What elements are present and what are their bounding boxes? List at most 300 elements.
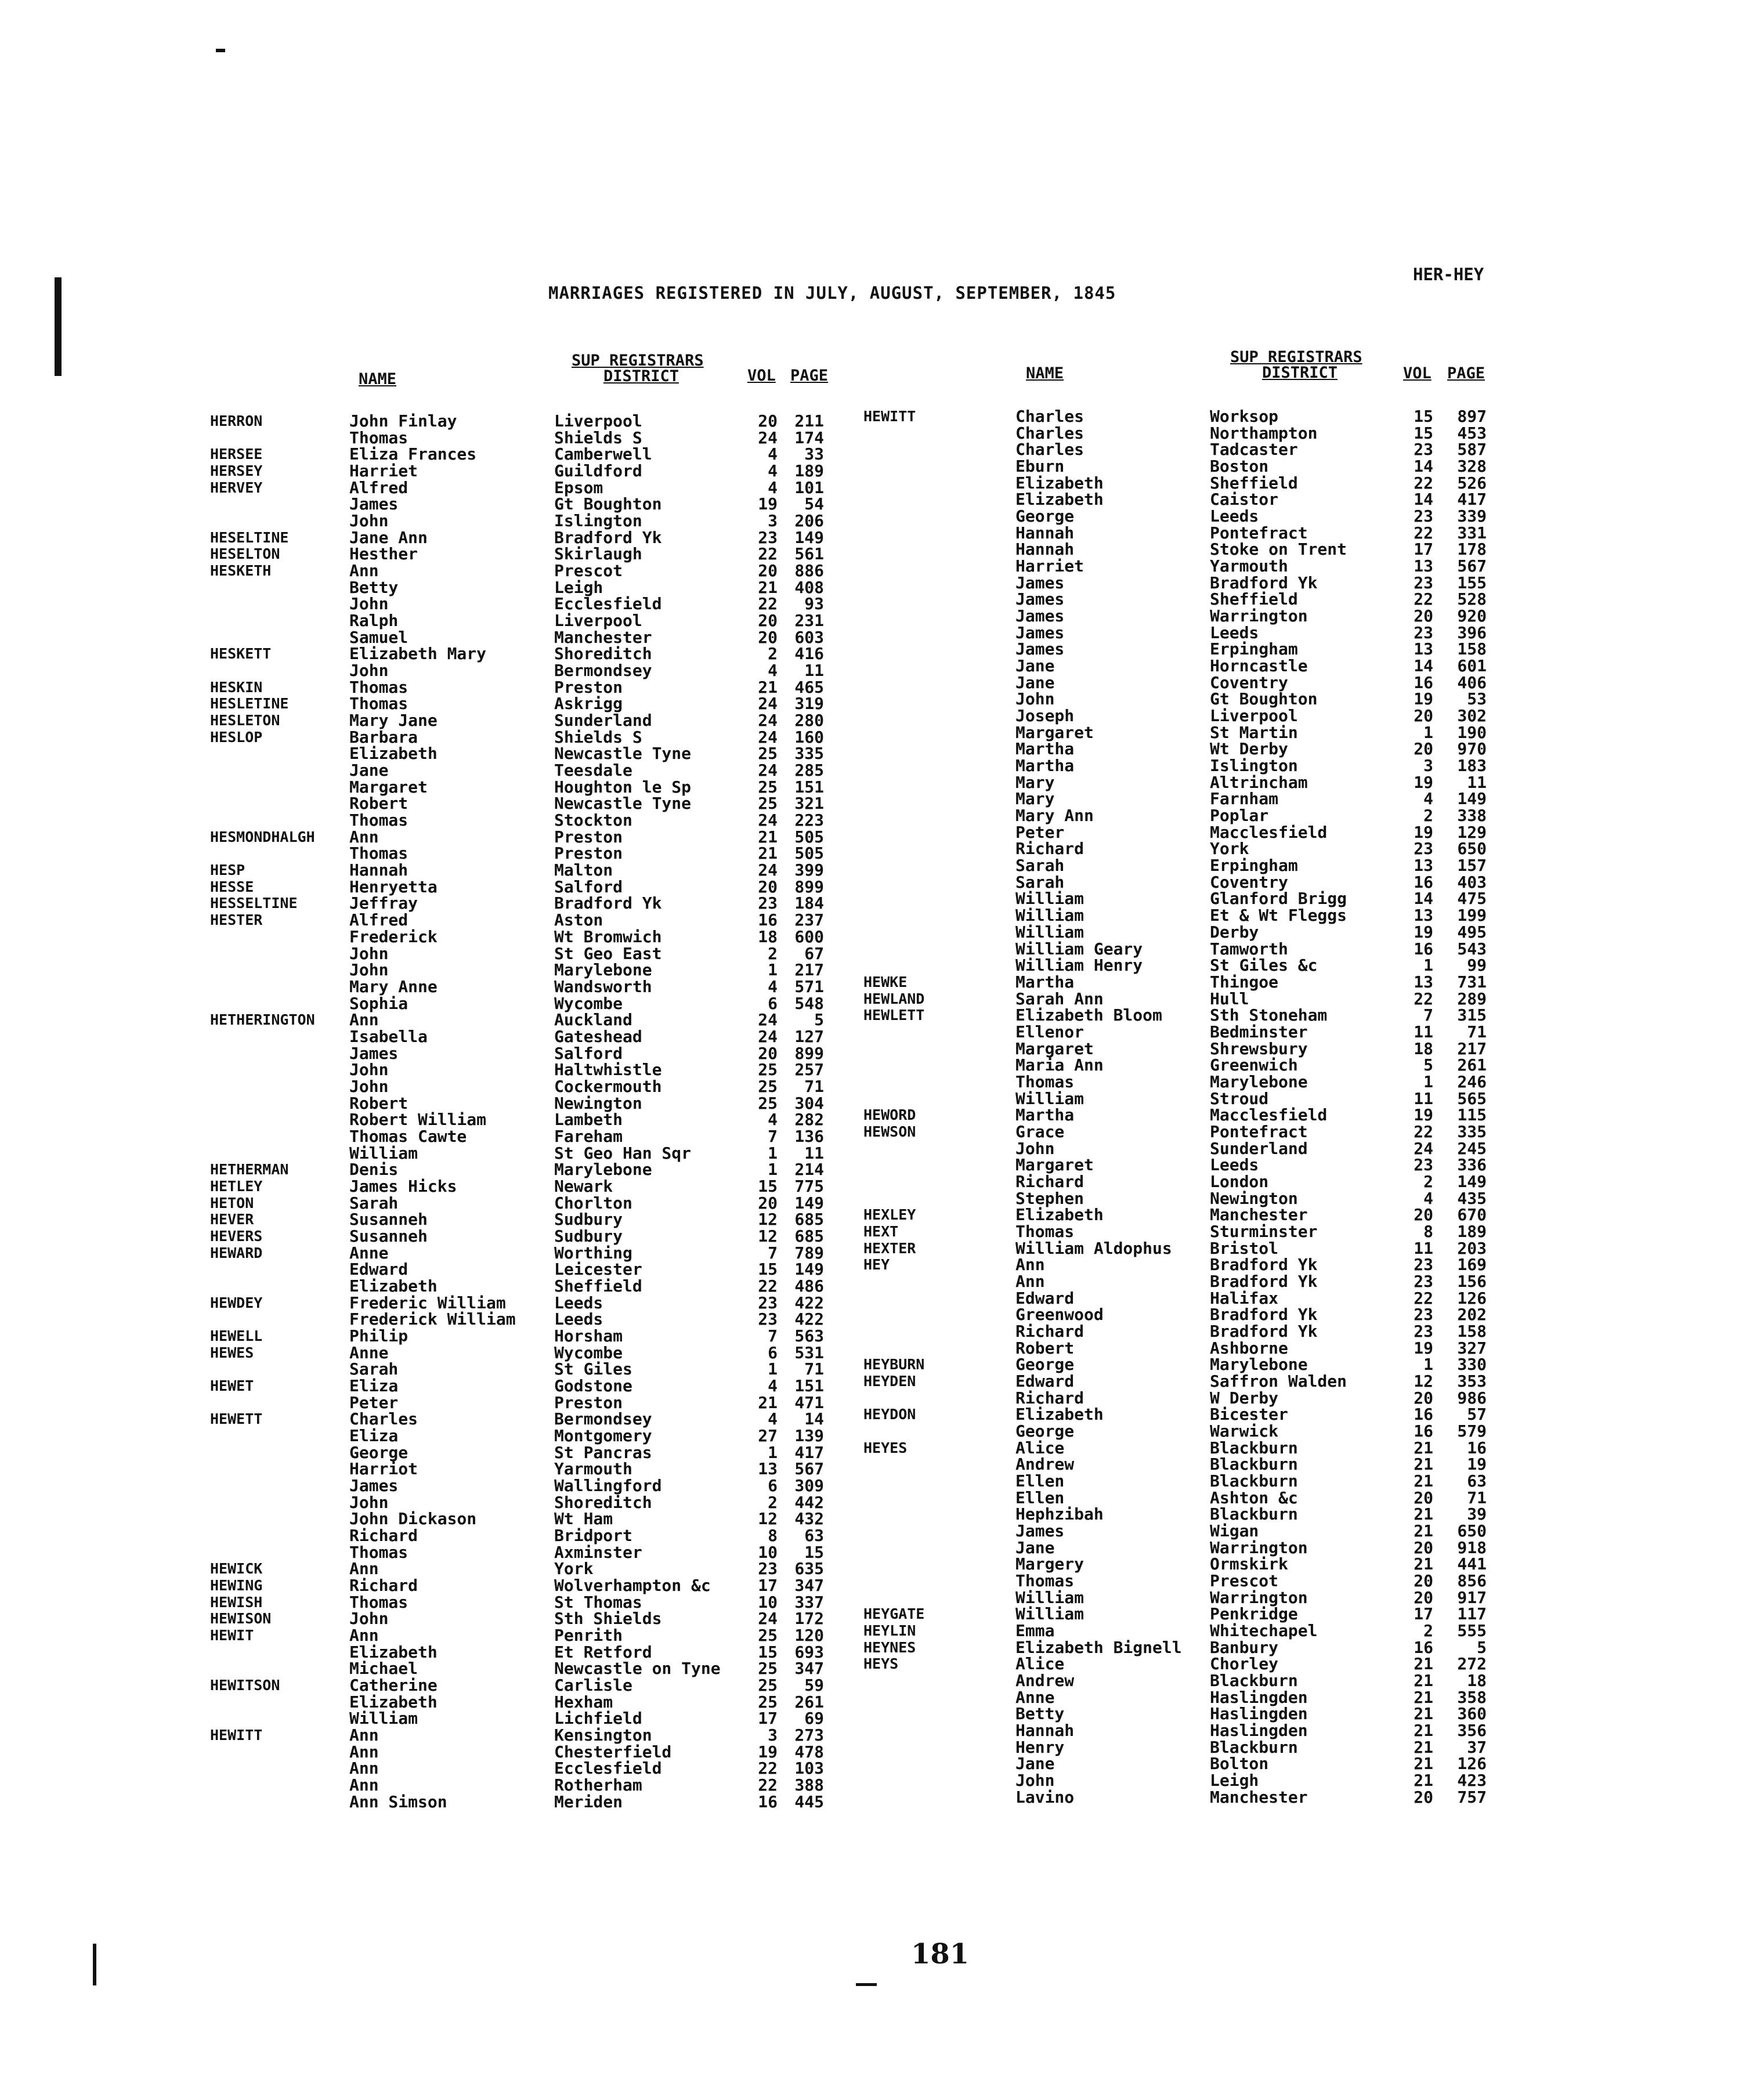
district-cell: Greenwich bbox=[1210, 1055, 1298, 1075]
vol-cell: 23 bbox=[758, 1293, 778, 1312]
page-cell: 561 bbox=[794, 544, 824, 564]
page-cell: 417 bbox=[794, 1442, 824, 1462]
district-cell: Lichfield bbox=[554, 1709, 642, 1728]
page-cell: 416 bbox=[794, 644, 824, 664]
vol-cell: 21 bbox=[1414, 1671, 1433, 1691]
district-cell: Blackburn bbox=[1210, 1671, 1298, 1691]
page-cell: 189 bbox=[1457, 1221, 1487, 1241]
page-cell: 53 bbox=[1467, 689, 1487, 709]
forename-cell: William Aldophus bbox=[1015, 1238, 1172, 1258]
surname-cell: HERSEY bbox=[210, 462, 263, 480]
district-cell: Teesdale bbox=[554, 761, 632, 780]
district-cell: Chorlton bbox=[554, 1193, 632, 1213]
page-cell: 353 bbox=[1457, 1371, 1487, 1391]
vol-cell: 4 bbox=[768, 661, 778, 681]
district-cell: Shrewsbury bbox=[1210, 1039, 1308, 1058]
page-cell: 115 bbox=[1457, 1105, 1487, 1125]
left-header-vol: VOL bbox=[747, 367, 776, 385]
forename-cell: Hannah bbox=[1015, 540, 1075, 559]
district-cell: Houghton le Sp bbox=[554, 777, 692, 797]
forename-cell: Alfred bbox=[349, 478, 409, 497]
page-cell: 126 bbox=[1457, 1288, 1487, 1308]
page-cell: 126 bbox=[1457, 1754, 1487, 1774]
page-cell: 335 bbox=[1457, 1122, 1487, 1141]
vol-cell: 14 bbox=[1414, 656, 1433, 676]
district-cell: Leeds bbox=[554, 1293, 603, 1312]
right-header-district-2: DISTRICT bbox=[1262, 364, 1338, 382]
surname-cell: HESSELTINE bbox=[210, 895, 298, 912]
page-cell: 336 bbox=[1457, 1155, 1487, 1175]
forename-cell: John bbox=[349, 661, 389, 681]
district-cell: London bbox=[1210, 1171, 1269, 1191]
vol-cell: 23 bbox=[1414, 1321, 1433, 1341]
page-cell: 338 bbox=[1457, 806, 1487, 826]
page-cell: 223 bbox=[794, 811, 824, 830]
forename-cell: Catherine bbox=[349, 1676, 438, 1695]
vol-cell: 19 bbox=[1414, 772, 1433, 792]
vol-cell: 15 bbox=[1414, 407, 1433, 426]
district-cell: Haltwhistle bbox=[554, 1060, 662, 1080]
forename-cell: Joseph bbox=[1015, 706, 1075, 726]
forename-cell: Harriet bbox=[1015, 556, 1085, 576]
page-cell: 101 bbox=[794, 478, 824, 497]
vol-cell: 24 bbox=[758, 428, 778, 447]
page-cell: 184 bbox=[794, 894, 824, 913]
forename-cell: Elizabeth bbox=[349, 1692, 438, 1712]
district-cell: Carlisle bbox=[554, 1676, 632, 1695]
district-cell: Liverpool bbox=[554, 411, 642, 431]
scan-mark-dash bbox=[216, 49, 225, 52]
vol-cell: 21 bbox=[1414, 1455, 1433, 1474]
district-cell: Altrincham bbox=[1210, 772, 1308, 792]
vol-cell: 22 bbox=[1414, 473, 1433, 493]
district-cell: Meriden bbox=[554, 1792, 623, 1811]
vol-cell: 20 bbox=[1414, 1571, 1433, 1591]
surname-cell: HEYLIN bbox=[863, 1622, 916, 1640]
forename-cell: John Dickason bbox=[349, 1509, 477, 1529]
district-cell: Sunderland bbox=[1210, 1138, 1308, 1158]
forename-cell: Stephen bbox=[1015, 1188, 1085, 1208]
district-cell: Marylebone bbox=[1210, 1072, 1308, 1091]
forename-cell: Henryetta bbox=[349, 877, 438, 896]
district-cell: Liverpool bbox=[554, 611, 642, 631]
surname-cell: HEWET bbox=[210, 1377, 254, 1394]
page-cell: 471 bbox=[794, 1392, 824, 1412]
district-cell: Bradford Yk bbox=[1210, 1321, 1318, 1341]
forename-cell: Richard bbox=[1015, 839, 1085, 859]
forename-cell: Jeffray bbox=[349, 894, 418, 913]
page-cell: 465 bbox=[794, 677, 824, 697]
page-cell: 285 bbox=[794, 761, 824, 780]
vol-cell: 20 bbox=[1414, 1388, 1433, 1408]
district-cell: Marylebone bbox=[1210, 1355, 1308, 1374]
surname-cell: HERVEY bbox=[210, 479, 263, 496]
forename-cell: Thomas bbox=[349, 428, 409, 447]
vol-cell: 24 bbox=[758, 860, 778, 880]
forename-cell: James bbox=[1015, 1521, 1065, 1541]
district-cell: Stoke on Trent bbox=[1210, 540, 1347, 559]
vol-cell: 19 bbox=[758, 494, 778, 514]
forename-cell: Margery bbox=[1015, 1554, 1085, 1574]
surname-cell: HESLETINE bbox=[210, 695, 289, 712]
district-cell: Wt Bromwich bbox=[554, 927, 662, 946]
page-cell: 335 bbox=[794, 744, 824, 764]
forename-cell: Samuel bbox=[349, 627, 409, 647]
page-cell: 406 bbox=[1457, 672, 1487, 692]
vol-cell: 15 bbox=[758, 1176, 778, 1196]
forename-cell: Ann bbox=[349, 1559, 379, 1579]
vol-cell: 21 bbox=[1414, 1721, 1433, 1741]
surname-cell: HEYBURN bbox=[863, 1356, 925, 1373]
vol-cell: 23 bbox=[758, 1310, 778, 1329]
district-cell: Et Retford bbox=[554, 1642, 652, 1662]
page-cell: 422 bbox=[794, 1293, 824, 1312]
page-cell: 39 bbox=[1467, 1504, 1487, 1524]
page-cell: 246 bbox=[1457, 1072, 1487, 1091]
vol-cell: 20 bbox=[758, 561, 778, 581]
forename-cell: Hannah bbox=[1015, 1721, 1075, 1741]
surname-cell: HEWLAND bbox=[863, 990, 925, 1007]
page-cell: 897 bbox=[1457, 407, 1487, 426]
forename-cell: Martha bbox=[1015, 972, 1075, 992]
page-cell: 693 bbox=[794, 1642, 824, 1662]
district-cell: Shields S bbox=[554, 727, 642, 747]
page-cell: 71 bbox=[1467, 1488, 1487, 1507]
surname-cell: HEWETT bbox=[210, 1410, 263, 1428]
page-cell: 63 bbox=[804, 1526, 824, 1546]
district-cell: Gt Boughton bbox=[554, 494, 662, 514]
vol-cell: 20 bbox=[1414, 1587, 1433, 1607]
district-cell: W Derby bbox=[1210, 1388, 1279, 1408]
district-cell: Macclesfield bbox=[1210, 822, 1328, 842]
vol-cell: 4 bbox=[768, 976, 778, 996]
district-cell: St Giles bbox=[554, 1359, 632, 1379]
forename-cell: George bbox=[1015, 1421, 1075, 1441]
vol-cell: 20 bbox=[1414, 1787, 1433, 1807]
vol-cell: 14 bbox=[1414, 889, 1433, 909]
page-cell: 670 bbox=[1457, 1205, 1487, 1225]
district-cell: Wt Derby bbox=[1210, 739, 1288, 759]
forename-cell: Elizabeth Bloom bbox=[1015, 1005, 1162, 1025]
forename-cell: Richard bbox=[1015, 1388, 1085, 1408]
forename-cell: Lavino bbox=[1015, 1787, 1075, 1807]
surname-cell: HESKIN bbox=[210, 678, 263, 696]
forename-cell: Eburn bbox=[1015, 457, 1065, 476]
district-cell: Aston bbox=[554, 910, 603, 930]
vol-cell: 1 bbox=[1423, 722, 1433, 742]
forename-cell: James bbox=[1015, 639, 1065, 659]
forename-cell: Thomas bbox=[1015, 1221, 1075, 1241]
forename-cell: Elizabeth bbox=[349, 744, 438, 764]
page-cell: 136 bbox=[794, 1126, 824, 1146]
forename-cell: Anne bbox=[1015, 1687, 1055, 1707]
left-header-page: PAGE bbox=[790, 367, 829, 385]
page-cell: 217 bbox=[794, 960, 824, 980]
forename-cell: Andrew bbox=[1015, 1671, 1075, 1691]
district-cell: Bradford Yk bbox=[1210, 1255, 1318, 1275]
page-cell: 211 bbox=[794, 411, 824, 431]
forename-cell: Thomas bbox=[1015, 1571, 1075, 1591]
vol-cell: 20 bbox=[1414, 1488, 1433, 1507]
page-cell: 139 bbox=[794, 1426, 824, 1445]
forename-cell: Maria Ann bbox=[1015, 1055, 1104, 1075]
page-cell: 5 bbox=[1477, 1637, 1487, 1657]
forename-cell: Charles bbox=[1015, 423, 1085, 443]
district-cell: Malton bbox=[554, 860, 613, 880]
district-cell: Bradford Yk bbox=[554, 894, 662, 913]
forename-cell: Ann bbox=[349, 827, 379, 847]
vol-cell: 16 bbox=[1414, 939, 1433, 958]
district-cell: Boston bbox=[1210, 457, 1269, 476]
forename-cell: Richard bbox=[1015, 1321, 1085, 1341]
page-cell: 347 bbox=[794, 1659, 824, 1679]
page-cell: 117 bbox=[1457, 1604, 1487, 1624]
district-cell: Sudbury bbox=[554, 1226, 623, 1246]
forename-cell: Elizabeth bbox=[1015, 490, 1104, 509]
district-cell: Camberwell bbox=[554, 444, 652, 464]
forename-cell: Ann bbox=[349, 1626, 379, 1645]
surname-cell: HESELTINE bbox=[210, 529, 289, 546]
district-cell: Bradford Yk bbox=[1210, 1305, 1318, 1325]
vol-cell: 18 bbox=[1414, 1039, 1433, 1058]
page-cell: 435 bbox=[1457, 1188, 1487, 1208]
forename-cell: Charles bbox=[1015, 407, 1085, 426]
forename-cell: Thomas bbox=[349, 677, 409, 697]
page-cell: 93 bbox=[804, 594, 824, 614]
district-cell: Chesterfield bbox=[554, 1742, 672, 1761]
district-cell: Penkridge bbox=[1210, 1604, 1298, 1624]
vol-cell: 17 bbox=[1414, 1604, 1433, 1624]
district-cell: Coventry bbox=[1210, 672, 1288, 692]
scan-mark-pin bbox=[93, 1944, 96, 1985]
page-cell: 16 bbox=[1467, 1438, 1487, 1457]
vol-cell: 2 bbox=[768, 644, 778, 664]
district-cell: Shoreditch bbox=[554, 644, 652, 664]
page-cell: 19 bbox=[1467, 1455, 1487, 1474]
vol-cell: 25 bbox=[758, 1076, 778, 1096]
district-cell: Ashborne bbox=[1210, 1338, 1288, 1358]
page-cell: 423 bbox=[1457, 1771, 1487, 1790]
page-cell: 129 bbox=[1457, 822, 1487, 842]
forename-cell: Hephzibah bbox=[1015, 1504, 1104, 1524]
page-cell: 169 bbox=[1457, 1255, 1487, 1275]
district-cell: Derby bbox=[1210, 922, 1259, 942]
page-cell: 67 bbox=[804, 943, 824, 963]
vol-cell: 1 bbox=[768, 1160, 778, 1180]
vol-cell: 22 bbox=[758, 1775, 778, 1795]
surname-cell: HEXLEY bbox=[863, 1206, 916, 1224]
forename-cell: Denis bbox=[349, 1160, 399, 1180]
vol-cell: 16 bbox=[1414, 1421, 1433, 1441]
district-cell: Marylebone bbox=[554, 960, 652, 980]
page-cell: 273 bbox=[794, 1726, 824, 1745]
district-cell: Wandsworth bbox=[554, 976, 652, 996]
vol-cell: 4 bbox=[1423, 1188, 1433, 1208]
forename-cell: Thomas bbox=[349, 1592, 409, 1612]
vol-cell: 1 bbox=[1423, 1355, 1433, 1374]
district-cell: Haslingden bbox=[1210, 1704, 1308, 1724]
forename-cell: Robert William bbox=[349, 1110, 487, 1130]
forename-cell: George bbox=[1015, 507, 1075, 526]
page-cell: 71 bbox=[1467, 1022, 1487, 1041]
district-cell: Ecclesfield bbox=[554, 594, 662, 614]
page-cell: 650 bbox=[1457, 839, 1487, 859]
forename-cell: Sarah Ann bbox=[1015, 989, 1104, 1008]
surname-cell: HEVERS bbox=[210, 1227, 263, 1245]
vol-cell: 23 bbox=[1414, 440, 1433, 460]
page-cell: 986 bbox=[1457, 1388, 1487, 1408]
forename-cell: George bbox=[1015, 1355, 1075, 1374]
vol-cell: 7 bbox=[768, 1326, 778, 1345]
page-cell: 59 bbox=[804, 1676, 824, 1695]
vol-cell: 23 bbox=[1414, 623, 1433, 642]
page-cell: 635 bbox=[794, 1559, 824, 1579]
district-cell: Sudbury bbox=[554, 1210, 623, 1229]
surname-cell: HESKETT bbox=[210, 645, 272, 663]
forename-cell: Margaret bbox=[1015, 1039, 1094, 1058]
page-cell: 289 bbox=[1457, 989, 1487, 1008]
district-cell: Northampton bbox=[1210, 423, 1318, 443]
district-cell: Sth Shields bbox=[554, 1609, 662, 1629]
district-cell: Bradford Yk bbox=[554, 527, 662, 547]
page-cell: 543 bbox=[1457, 939, 1487, 958]
page-cell: 886 bbox=[794, 561, 824, 581]
vol-cell: 14 bbox=[1414, 457, 1433, 476]
surname-cell: HEWORD bbox=[863, 1106, 916, 1124]
district-cell: Yarmouth bbox=[554, 1459, 632, 1479]
forename-cell: Charles bbox=[349, 1409, 418, 1429]
vol-cell: 4 bbox=[768, 478, 778, 497]
vol-cell: 21 bbox=[1414, 1471, 1433, 1491]
vol-cell: 19 bbox=[1414, 1338, 1433, 1358]
district-cell: Erpingham bbox=[1210, 639, 1298, 659]
forename-cell: Martha bbox=[1015, 1105, 1075, 1125]
vol-cell: 21 bbox=[758, 577, 778, 597]
vol-cell: 13 bbox=[1414, 556, 1433, 576]
right-header-district-1: SUP REGISTRARS bbox=[1230, 348, 1362, 366]
district-cell: Wigan bbox=[1210, 1521, 1259, 1541]
forename-cell: Eliza Frances bbox=[349, 444, 477, 464]
surname-cell: HETHERINGTON bbox=[210, 1011, 315, 1029]
page-cell: 127 bbox=[794, 1026, 824, 1046]
forename-cell: Sarah bbox=[349, 1193, 399, 1213]
vol-cell: 16 bbox=[758, 910, 778, 930]
vol-cell: 7 bbox=[1423, 1005, 1433, 1025]
district-cell: Manchester bbox=[1210, 1787, 1308, 1807]
district-cell: Preston bbox=[554, 827, 623, 847]
vol-cell: 21 bbox=[758, 1392, 778, 1412]
forename-cell: Robert bbox=[1015, 1338, 1075, 1358]
surname-cell: HESKETH bbox=[210, 562, 272, 580]
forename-cell: Jane bbox=[1015, 1538, 1055, 1557]
forename-cell: Thomas bbox=[349, 844, 409, 863]
page-cell: 282 bbox=[794, 1110, 824, 1130]
page-cell: 899 bbox=[794, 877, 824, 896]
surname-cell: HEWITT bbox=[863, 408, 916, 425]
surname-cell: HESP bbox=[210, 862, 245, 879]
forename-cell: James bbox=[1015, 623, 1065, 642]
forename-cell: Eliza bbox=[349, 1426, 399, 1445]
forename-cell: Andrew bbox=[1015, 1455, 1075, 1474]
page-cell: 155 bbox=[1457, 573, 1487, 592]
forename-cell: Ann bbox=[1015, 1255, 1045, 1275]
district-cell: York bbox=[554, 1559, 594, 1579]
forename-cell: Richard bbox=[1015, 1171, 1085, 1191]
vol-cell: 5 bbox=[1423, 1055, 1433, 1075]
vol-cell: 25 bbox=[758, 1659, 778, 1679]
forename-cell: William bbox=[1015, 1088, 1085, 1108]
surname-cell: HESELTON bbox=[210, 545, 280, 563]
forename-cell: Edward bbox=[1015, 1371, 1075, 1391]
page-cell: 478 bbox=[794, 1742, 824, 1761]
vol-cell: 12 bbox=[1414, 1371, 1433, 1391]
district-cell: Stockton bbox=[554, 811, 632, 830]
district-cell: Chorley bbox=[1210, 1654, 1279, 1674]
page-cell: 103 bbox=[794, 1759, 824, 1778]
vol-cell: 24 bbox=[758, 811, 778, 830]
surname-cell: HESTER bbox=[210, 911, 263, 929]
page-cell: 685 bbox=[794, 1210, 824, 1229]
district-cell: Wallingford bbox=[554, 1476, 662, 1495]
page-cell: 237 bbox=[794, 910, 824, 930]
district-cell: Gateshead bbox=[554, 1026, 642, 1046]
vol-cell: 21 bbox=[1414, 1654, 1433, 1674]
forename-cell: Mary bbox=[1015, 789, 1055, 809]
forename-cell: Eliza bbox=[349, 1376, 399, 1395]
forename-cell: William bbox=[1015, 1604, 1085, 1624]
district-cell: Wycombe bbox=[554, 993, 623, 1013]
district-cell: Manchester bbox=[554, 627, 652, 647]
forename-cell: Richard bbox=[349, 1576, 418, 1596]
forename-cell: Thomas Cawte bbox=[349, 1126, 467, 1146]
vol-cell: 4 bbox=[768, 444, 778, 464]
vol-cell: 22 bbox=[1414, 523, 1433, 542]
vol-cell: 17 bbox=[758, 1576, 778, 1596]
vol-cell: 19 bbox=[1414, 1105, 1433, 1125]
vol-cell: 7 bbox=[768, 1126, 778, 1146]
page-cell: 571 bbox=[794, 976, 824, 996]
page-cell: 486 bbox=[794, 1276, 824, 1296]
forename-cell: William bbox=[349, 1709, 418, 1728]
vol-cell: 6 bbox=[768, 1343, 778, 1362]
forename-cell: Alice bbox=[1015, 1438, 1065, 1457]
surname-cell: HEYNES bbox=[863, 1638, 916, 1656]
page-cell: 775 bbox=[794, 1176, 824, 1196]
district-cell: Caistor bbox=[1210, 490, 1279, 509]
district-cell: Newcastle Tyne bbox=[554, 744, 692, 764]
page-cell: 388 bbox=[794, 1775, 824, 1795]
forename-cell: Frederic William bbox=[349, 1293, 506, 1312]
vol-cell: 16 bbox=[1414, 1405, 1433, 1424]
vol-cell: 20 bbox=[758, 877, 778, 896]
district-cell: Hexham bbox=[554, 1692, 613, 1712]
page-cell: 304 bbox=[794, 1093, 824, 1113]
surname-cell: HEWISH bbox=[210, 1593, 263, 1611]
vol-cell: 25 bbox=[758, 777, 778, 797]
district-cell: Newington bbox=[1210, 1188, 1298, 1208]
forename-cell: Grace bbox=[1015, 1122, 1065, 1141]
forename-cell: William bbox=[1015, 922, 1085, 942]
surname-cell: HEWISON bbox=[210, 1610, 272, 1627]
forename-cell: Jane bbox=[1015, 656, 1055, 676]
forename-cell: Susanneh bbox=[349, 1210, 428, 1229]
vol-cell: 12 bbox=[758, 1210, 778, 1229]
vol-cell: 15 bbox=[758, 1260, 778, 1279]
vol-cell: 24 bbox=[758, 1010, 778, 1030]
vol-cell: 15 bbox=[1414, 423, 1433, 443]
forename-cell: John bbox=[349, 1492, 389, 1512]
page-cell: 328 bbox=[1457, 457, 1487, 476]
